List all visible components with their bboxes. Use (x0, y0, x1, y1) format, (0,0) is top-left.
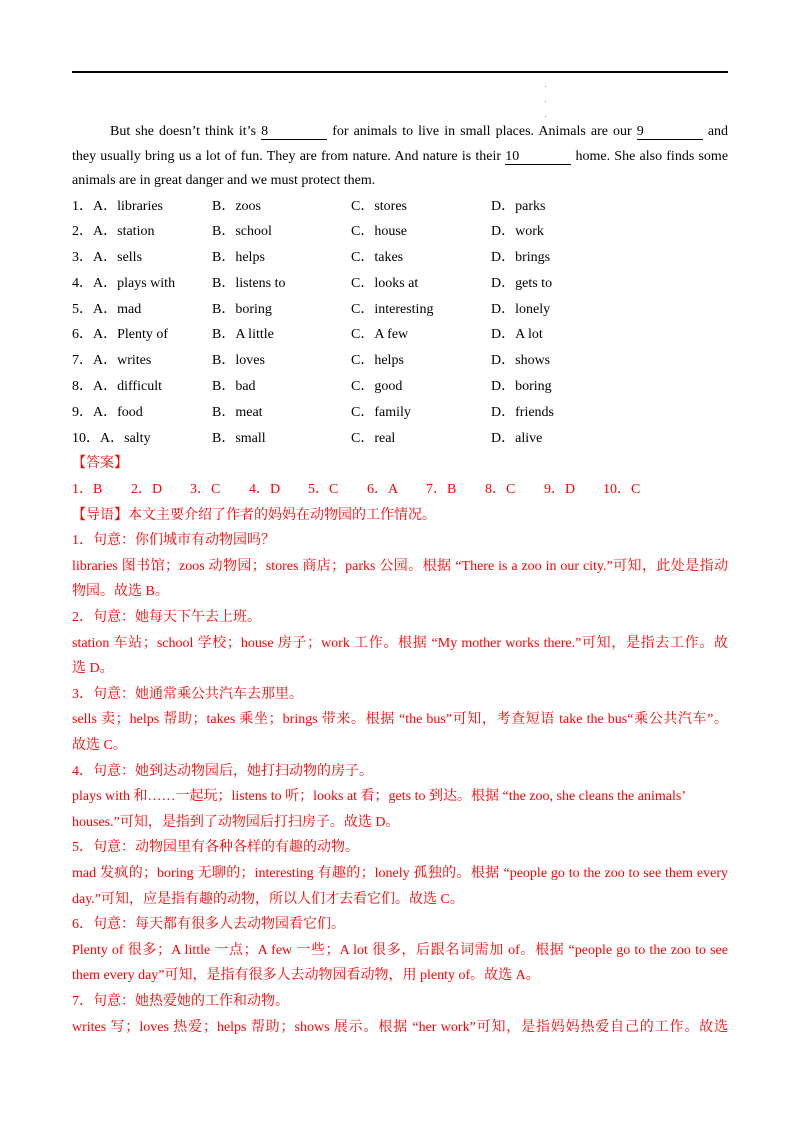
option-label: D． (491, 327, 516, 343)
option-d (491, 219, 728, 245)
option-text: stores (374, 198, 408, 214)
option-label: D． (491, 379, 516, 395)
option-label: C． (351, 379, 375, 395)
option-label: A． (93, 301, 118, 317)
option-label: B． (212, 198, 236, 214)
answer-item: 4．D (249, 482, 281, 498)
explanation-heading: 5．句意：动物园里有各种各样的有趣的动物。 (72, 840, 359, 856)
header-rule (72, 71, 728, 73)
option-b (212, 426, 351, 452)
option-label: B． (212, 301, 236, 317)
explanation-line: mad 发疯的；boring 无聊的；interesting 有趣的；lonely 孤独的。根据 “people go to the zoo to see them every (72, 865, 728, 881)
question-row (72, 194, 728, 220)
option-text: loves (235, 353, 265, 369)
answer-item: 6．A (367, 482, 399, 498)
explanation-line: 故选 C。 (72, 738, 127, 753)
question-number: 10． (72, 430, 100, 446)
explanation-7 (72, 989, 728, 1040)
explanation-line: 物园。故选 B。 (72, 584, 169, 600)
option-label: A． (93, 250, 118, 266)
passage (72, 120, 728, 194)
option-c (351, 271, 491, 297)
option-text: interesting (374, 301, 434, 317)
option-text: boring (515, 379, 552, 395)
option-text: shows (515, 353, 551, 369)
option-text: salty (124, 430, 151, 446)
option-d (491, 297, 728, 323)
answer-item: 2．D (131, 482, 163, 498)
question-row (72, 271, 728, 297)
option-a (72, 348, 212, 374)
option-c (351, 374, 491, 400)
answer-item: 7．B (426, 482, 457, 498)
question-number: 2． (72, 224, 93, 240)
option-text: house (374, 224, 408, 240)
option-b (212, 194, 351, 220)
option-label: D． (491, 430, 516, 446)
option-label: C． (351, 301, 375, 317)
option-text: school (235, 224, 272, 240)
option-label: C． (351, 224, 375, 240)
explanation-heading: 2．句意：她每天下午去上班。 (72, 610, 261, 626)
option-b (212, 348, 351, 374)
explanation-heading: 1．句意：你们城市有动物园吗？ (72, 533, 275, 549)
option-text: bad (235, 379, 256, 395)
option-text: plays with (117, 275, 176, 291)
option-label: C． (351, 430, 375, 446)
option-text: work (515, 224, 544, 240)
passage-line-3: animals are in great danger and we must protect them. (72, 173, 376, 188)
option-label: A． (93, 198, 118, 214)
blank-9: 9 (637, 124, 703, 140)
explanation-4 (72, 759, 728, 836)
option-text: small (235, 430, 266, 446)
option-c (351, 400, 491, 426)
passage-text: and (707, 124, 728, 139)
guide-line (72, 503, 728, 529)
option-c (351, 322, 491, 348)
option-label: D． (491, 275, 516, 291)
explanation-heading: 4．句意：她到达动物园后，她打扫动物的房子。 (72, 763, 373, 779)
answer-item: 9．D (544, 482, 576, 498)
option-text: looks at (374, 275, 419, 291)
passage-text: But she doesn’t think it’s (110, 124, 257, 139)
option-label: A． (93, 327, 118, 343)
decorative-dot (545, 101, 546, 102)
option-text: alive (515, 430, 543, 446)
option-a (72, 297, 212, 323)
option-a (72, 194, 212, 220)
explanation-heading: 3．句意：她通常乘公共汽车去那里。 (72, 686, 303, 702)
explanation-line: sells 卖；helps 帮助；takes 乘坐；brings 带来。根据 “the bus”可知，考查短语 take the bus“乘公共汽车”。 (72, 712, 728, 728)
option-a (72, 374, 212, 400)
option-label: B． (212, 327, 236, 343)
option-text: gets to (515, 275, 553, 291)
option-c (351, 297, 491, 323)
option-c (351, 426, 491, 452)
option-text: Plenty of (117, 327, 169, 343)
question-row (72, 297, 728, 323)
option-label: C． (351, 275, 375, 291)
option-label: B． (212, 250, 236, 266)
option-label: B． (212, 430, 236, 446)
option-label: A． (93, 353, 118, 369)
option-label: C． (351, 327, 375, 343)
option-text: helps (374, 353, 404, 369)
answer-item: 10．C (603, 482, 641, 498)
option-b (212, 219, 351, 245)
option-text: lonely (515, 301, 551, 317)
option-label: A． (100, 430, 125, 446)
answer-item: 8．C (485, 482, 516, 498)
option-label: D． (491, 198, 516, 214)
option-label: A． (93, 404, 118, 420)
question-row (72, 400, 728, 426)
explanation-line: them every day”可知，是指有很多人去动物园看动物，用 plenty of。故选 A。 (72, 968, 540, 984)
option-text: libraries (117, 198, 163, 214)
option-label: C． (351, 404, 375, 420)
option-d (491, 400, 728, 426)
option-d (491, 348, 728, 374)
option-d (491, 374, 728, 400)
explanation-line: houses.”可知，是指到了动物园后打扫房子。故选 D。 (72, 814, 400, 830)
option-text: listens to (235, 275, 286, 291)
option-text: A few (374, 327, 409, 343)
option-c (351, 194, 491, 220)
passage-text: they usually bring us a lot of fun. They are from nature. And nature is their (72, 148, 502, 164)
option-d (491, 271, 728, 297)
explanation-6 (72, 912, 728, 989)
option-d (491, 194, 728, 220)
option-text: sells (117, 250, 143, 266)
question-row (72, 374, 728, 400)
blank-8: 8 (261, 124, 327, 140)
option-d (491, 245, 728, 271)
answer-heading: 【答案】 (72, 456, 128, 472)
option-label: A． (93, 379, 118, 395)
option-text: takes (374, 250, 404, 266)
option-b (212, 322, 351, 348)
explanation-line: day.”可知，应是指有趣的动物，所以人们才去看它们。故选 C。 (72, 891, 464, 907)
option-label: C． (351, 198, 375, 214)
decorative-dot (545, 116, 546, 117)
question-number: 5． (72, 301, 93, 317)
option-label: D． (491, 224, 516, 240)
option-a (72, 400, 212, 426)
option-label: B． (212, 224, 236, 240)
explanation-heading: 6．句意：每天都有很多人去动物园看它们。 (72, 917, 345, 933)
option-label: D． (491, 250, 516, 266)
option-label: B． (212, 353, 236, 369)
option-label: C． (351, 250, 375, 266)
answer-item: 1．B (72, 482, 103, 498)
option-label: D． (491, 353, 516, 369)
option-b (212, 245, 351, 271)
option-text: zoos (235, 198, 262, 214)
decorative-dot (545, 86, 546, 87)
option-label: D． (491, 301, 516, 317)
explanation-heading: 7．句意：她热爱她的工作和动物。 (72, 993, 289, 1009)
explanation-2 (72, 605, 728, 682)
option-text: boring (235, 301, 272, 317)
question-row (72, 426, 728, 452)
option-text: writes (117, 353, 152, 369)
option-text: helps (235, 250, 265, 266)
option-text: real (374, 430, 396, 446)
option-a (72, 271, 212, 297)
explanation-line: station 车站；school 学校；house 房子；work 工作。根据 “My mother works there.”可知，是指去工作。故 (72, 635, 728, 651)
option-c (351, 219, 491, 245)
passage-text: for animals to live in small places. Animals are our (332, 124, 632, 139)
answer-key-row (72, 477, 728, 503)
option-c (351, 245, 491, 271)
option-b (212, 374, 351, 400)
option-text: meat (235, 404, 263, 420)
option-text: friends (515, 404, 555, 420)
answer-item: 5．C (308, 482, 339, 498)
option-text: brings (515, 250, 551, 266)
option-text: difficult (117, 379, 162, 395)
explanation-line: libraries 图书馆；zoos 动物园；stores 商店；parks 公园。根据 “There is a zoo in our city.”可知，此处是指动 (72, 558, 728, 574)
blank-10: 10 (505, 149, 571, 165)
guide-label: 【导语】 (72, 507, 128, 523)
question-row (72, 322, 728, 348)
option-d (491, 322, 728, 348)
option-label: B． (212, 379, 236, 395)
option-a (72, 322, 212, 348)
question-number: 4． (72, 275, 93, 291)
option-b (212, 400, 351, 426)
option-text: A lot (515, 327, 543, 343)
option-label: C． (351, 353, 375, 369)
question-number: 8． (72, 379, 93, 395)
question-number: 9． (72, 404, 93, 420)
question-options (72, 194, 728, 452)
explanation-line: Plenty of 很多；A little 一点；A few 一些；A lot 很多，后跟名词需加 of。根据 “people go to the zoo to see (72, 942, 728, 958)
option-label: D． (491, 404, 516, 420)
option-b (212, 297, 351, 323)
option-text: A little (235, 327, 274, 343)
option-text: food (117, 404, 143, 420)
option-a (72, 245, 212, 271)
explanation-5 (72, 835, 728, 912)
option-c (351, 348, 491, 374)
option-a (72, 219, 212, 245)
question-row (72, 219, 728, 245)
question-row (72, 348, 728, 374)
explanation-1 (72, 528, 728, 605)
option-label: B． (212, 275, 236, 291)
option-b (212, 271, 351, 297)
option-label: B． (212, 404, 236, 420)
explanation-line: writes 写；loves 热爱；helps 帮助；shows 展示。根据 “her work”可知，是指妈妈热爱自己的工作。故选 (72, 1019, 728, 1035)
passage-line-2 (72, 145, 728, 170)
answer-item: 3．C (190, 482, 221, 498)
question-number: 1． (72, 198, 93, 214)
option-a (72, 426, 212, 452)
passage-line-1 (72, 120, 728, 145)
page-content (72, 120, 728, 1040)
option-d (491, 426, 728, 452)
explanation-3 (72, 682, 728, 759)
guide-text: 本文主要介绍了作者的妈妈在动物园的工作情况。 (128, 507, 436, 523)
option-label: A． (93, 275, 118, 291)
explanation-line: 选 D。 (72, 661, 114, 677)
question-row (72, 245, 728, 271)
question-number: 7． (72, 353, 93, 369)
option-text: family (374, 404, 411, 420)
answer-section (72, 451, 728, 1040)
option-text: good (374, 379, 403, 395)
option-text: station (117, 224, 155, 240)
explanation-line: plays with 和……一起玩；listens to 听；looks at 看；gets to 到达。根据 “the zoo, she cleans the animals’ (72, 789, 686, 805)
option-text: parks (515, 198, 546, 214)
option-label: A． (93, 224, 118, 240)
question-number: 3． (72, 250, 93, 266)
question-number: 6． (72, 327, 93, 343)
passage-text: home. She also finds some (575, 148, 728, 164)
option-text: mad (117, 301, 142, 317)
